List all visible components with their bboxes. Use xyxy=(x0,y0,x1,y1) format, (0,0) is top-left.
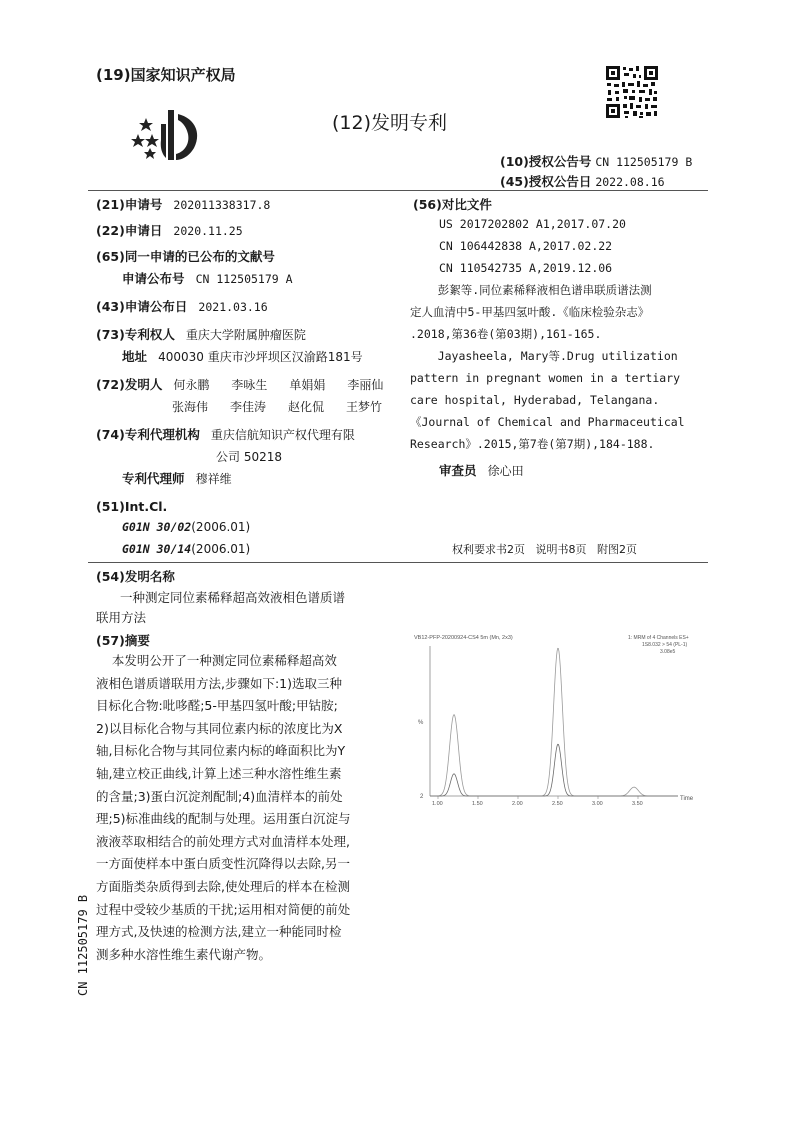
agency-row-2 xyxy=(216,446,282,467)
title-label-text: (54)发明名称 xyxy=(96,569,175,584)
reference: CN 106442838 A,2017.02.22 xyxy=(439,239,613,253)
app-date-label: (22)申请日 xyxy=(96,223,163,238)
abstract-line: 液液萃取相结合的前处理方式对血清样本处理, xyxy=(96,833,350,849)
pub-date-row xyxy=(96,296,268,317)
doc-type: (12)发明专利 xyxy=(332,112,448,134)
reference: 彭絮等.同位素稀释液相色谱串联质谱法测 xyxy=(410,283,652,297)
agency-name: 重庆信航知识产权代理有限 xyxy=(210,428,355,442)
agency-row xyxy=(96,424,355,445)
patent-office-logo xyxy=(128,104,208,166)
examiner-label: 审查员 xyxy=(439,463,477,478)
patentee-label: (73)专利权人 xyxy=(96,327,175,342)
side-doc-number xyxy=(72,890,92,1000)
inventor-name: 李咏生 xyxy=(231,378,268,392)
chromatogram-trace xyxy=(430,744,678,796)
abstract-line: 轴,建立校正曲线,计算上述三种水溶性维生素 xyxy=(96,765,342,781)
inventor-name: 李丽仙 xyxy=(347,378,384,392)
grant-date: 2022.08.16 xyxy=(595,175,665,189)
abstract-label-text: (57)摘要 xyxy=(96,633,150,648)
divider-top xyxy=(88,190,708,191)
abstract-body xyxy=(96,650,351,966)
grant-pub-no-label: (10)授权公告号 xyxy=(500,154,592,169)
abstract-line: 一方面使样本中蛋白质变性沉降得以去除,另一 xyxy=(96,856,350,872)
x-axis-label: Time xyxy=(680,796,694,802)
inventor-name: 张海伟 xyxy=(172,400,209,414)
abstract-line: 理;5)标准曲线的配制与处理。运用蛋白沉淀与 xyxy=(96,811,351,827)
agent-row xyxy=(122,468,232,489)
reference: CN 110542735 A,2019.12.06 xyxy=(439,261,613,275)
refs-label-text: (56)对比文件 xyxy=(413,197,492,212)
legend-line: 1: MRM of 4 Channels ES+ xyxy=(628,635,689,641)
intcl-code: G01N 30/02 xyxy=(122,520,192,534)
divider-bottom xyxy=(88,562,708,563)
chromatogram-chart xyxy=(410,628,710,808)
app-no-row xyxy=(96,194,270,215)
inventor-name: 单娟娟 xyxy=(289,378,326,392)
legend-line: 3.08e5 xyxy=(660,649,676,655)
inventor-name: 李佳涛 xyxy=(230,400,267,414)
reference: Jayasheela, Mary等.Drug utilization xyxy=(410,349,678,363)
pub-no-label: 申请公布号 xyxy=(122,271,185,286)
inventor-row-1 xyxy=(96,374,405,395)
agent-label: 专利代理师 xyxy=(122,471,185,486)
agent-name: 穆祥维 xyxy=(195,472,232,486)
address: 400030 重庆市沙坪坝区汉渝路181号 xyxy=(158,350,363,364)
inventor-name: 王梦竹 xyxy=(346,400,383,414)
office-name: (19)国家知识产权局 xyxy=(96,66,236,84)
abstract-line: 过程中受较少基质的干扰;运用相对简便的前处 xyxy=(96,901,351,917)
agency-label: (74)专利代理机构 xyxy=(96,427,200,442)
pub-no: CN 112505179 A xyxy=(195,272,293,286)
invention-title: 联用方法 xyxy=(96,610,147,625)
x-tick-label: 1.50 xyxy=(472,801,483,807)
x-tick-label: 2.50 xyxy=(552,801,563,807)
intcl-label-text: (51)Int.Cl. xyxy=(96,499,168,514)
chromatogram-trace xyxy=(430,648,678,796)
abstract-line: 测多种水溶性维生素代谢产物。 xyxy=(96,946,272,962)
pub-date: 2021.03.16 xyxy=(198,300,268,314)
qr-code xyxy=(606,66,658,118)
intcl-row-1 xyxy=(122,516,250,537)
intcl-year: (2006.01) xyxy=(191,542,251,556)
title-label xyxy=(96,566,175,587)
intcl-label xyxy=(96,496,167,517)
x-tick-label: 3.00 xyxy=(592,801,603,807)
inventor-label: (72)发明人 xyxy=(96,377,163,392)
y-tick-label: 2 xyxy=(420,794,424,800)
grant-pub-no-row xyxy=(500,152,692,170)
chart-title: VB12-PFP-20200924-CS4 5m (Mn, 2x3) xyxy=(414,635,513,641)
page-count: 权利要求书2页 说明书8页 附图2页 xyxy=(452,543,637,556)
app-date-row xyxy=(96,220,243,241)
inventor-name: 何永鹏 xyxy=(173,378,210,392)
reference: Research》.2015,第7卷(第7期),184-188. xyxy=(410,437,655,451)
examiner-name: 徐心田 xyxy=(487,464,524,478)
intcl-row-2 xyxy=(122,538,250,559)
x-tick-label: 3.50 xyxy=(632,801,643,807)
grant-date-label: (45)授权公告日 xyxy=(500,174,592,189)
prior-pub-label xyxy=(96,246,275,267)
app-no: 202011338317.8 xyxy=(173,198,271,212)
abstract-label xyxy=(96,630,150,651)
app-date: 2020.11.25 xyxy=(173,224,243,238)
abstract-line: 的含量;3)蛋白沉淀剂配制;4)血清样本的前处 xyxy=(96,788,343,804)
intcl-year: (2006.01) xyxy=(191,520,251,534)
reference: 定人血清中5-甲基四氢叶酸.《临床检验杂志》 xyxy=(410,305,650,319)
inventor-row-2 xyxy=(172,396,404,417)
prior-pub-text: (65)同一申请的已公布的文献号 xyxy=(96,249,275,264)
intcl-code: G01N 30/14 xyxy=(122,542,192,556)
reference: care hospital, Hyderabad, Telangana. xyxy=(410,393,660,407)
address-label: 地址 xyxy=(122,349,148,364)
y-axis-label: % xyxy=(418,720,424,726)
app-no-label: (21)申请号 xyxy=(96,197,163,212)
reference: pattern in pregnant women in a tertiary xyxy=(410,371,681,385)
reference: US 2017202802 A1,2017.07.20 xyxy=(439,217,626,231)
patentee-row xyxy=(96,324,306,345)
abstract-line: 2)以目标化合物与其同位素内标的浓度比为X xyxy=(96,720,343,736)
reference: 《Journal of Chemical and Pharmaceutical xyxy=(410,415,685,429)
patentee: 重庆大学附属肿瘤医院 xyxy=(185,328,306,342)
refs-label xyxy=(413,194,492,215)
pub-date-label: (43)申请公布日 xyxy=(96,299,188,314)
abstract-line: 目标化合物:吡哆醛;5-甲基四氢叶酸;甲钴胺; xyxy=(96,698,338,714)
x-tick-label: 1.00 xyxy=(432,801,443,807)
abstract-line: 轴,目标化合物与其同位素内标的峰面积比为Y xyxy=(96,743,346,759)
side-doc-number-text: CN 112505179 B xyxy=(76,894,90,996)
abstract-line: 液相色谱质谱联用方法,步骤如下:1)选取三种 xyxy=(96,675,343,691)
grant-date-row xyxy=(500,172,665,190)
abstract-line: 方面脂类杂质得到去除,使处理后的样本在检测 xyxy=(96,878,350,894)
examiner-row xyxy=(439,460,524,481)
abstract-line: 本发明公开了一种测定同位素稀释超高效 xyxy=(96,653,337,668)
agency-code: 公司 50218 xyxy=(216,450,282,464)
inventor-name: 赵化侃 xyxy=(288,400,325,414)
pub-no-row xyxy=(122,268,293,289)
reference: .2018,第36卷(第03期),161-165. xyxy=(410,327,602,341)
x-tick-label: 2.00 xyxy=(512,801,523,807)
invention-title: 一种测定同位素稀释超高效液相色谱质谱 xyxy=(120,590,346,605)
address-row xyxy=(122,346,363,367)
legend-line: 1S8.032 > 54 (PL-1) xyxy=(642,642,688,648)
abstract-line: 理方式,及快速的检测方法,建立一种能同时检 xyxy=(96,924,342,940)
grant-pub-no: CN 112505179 B xyxy=(595,155,693,169)
